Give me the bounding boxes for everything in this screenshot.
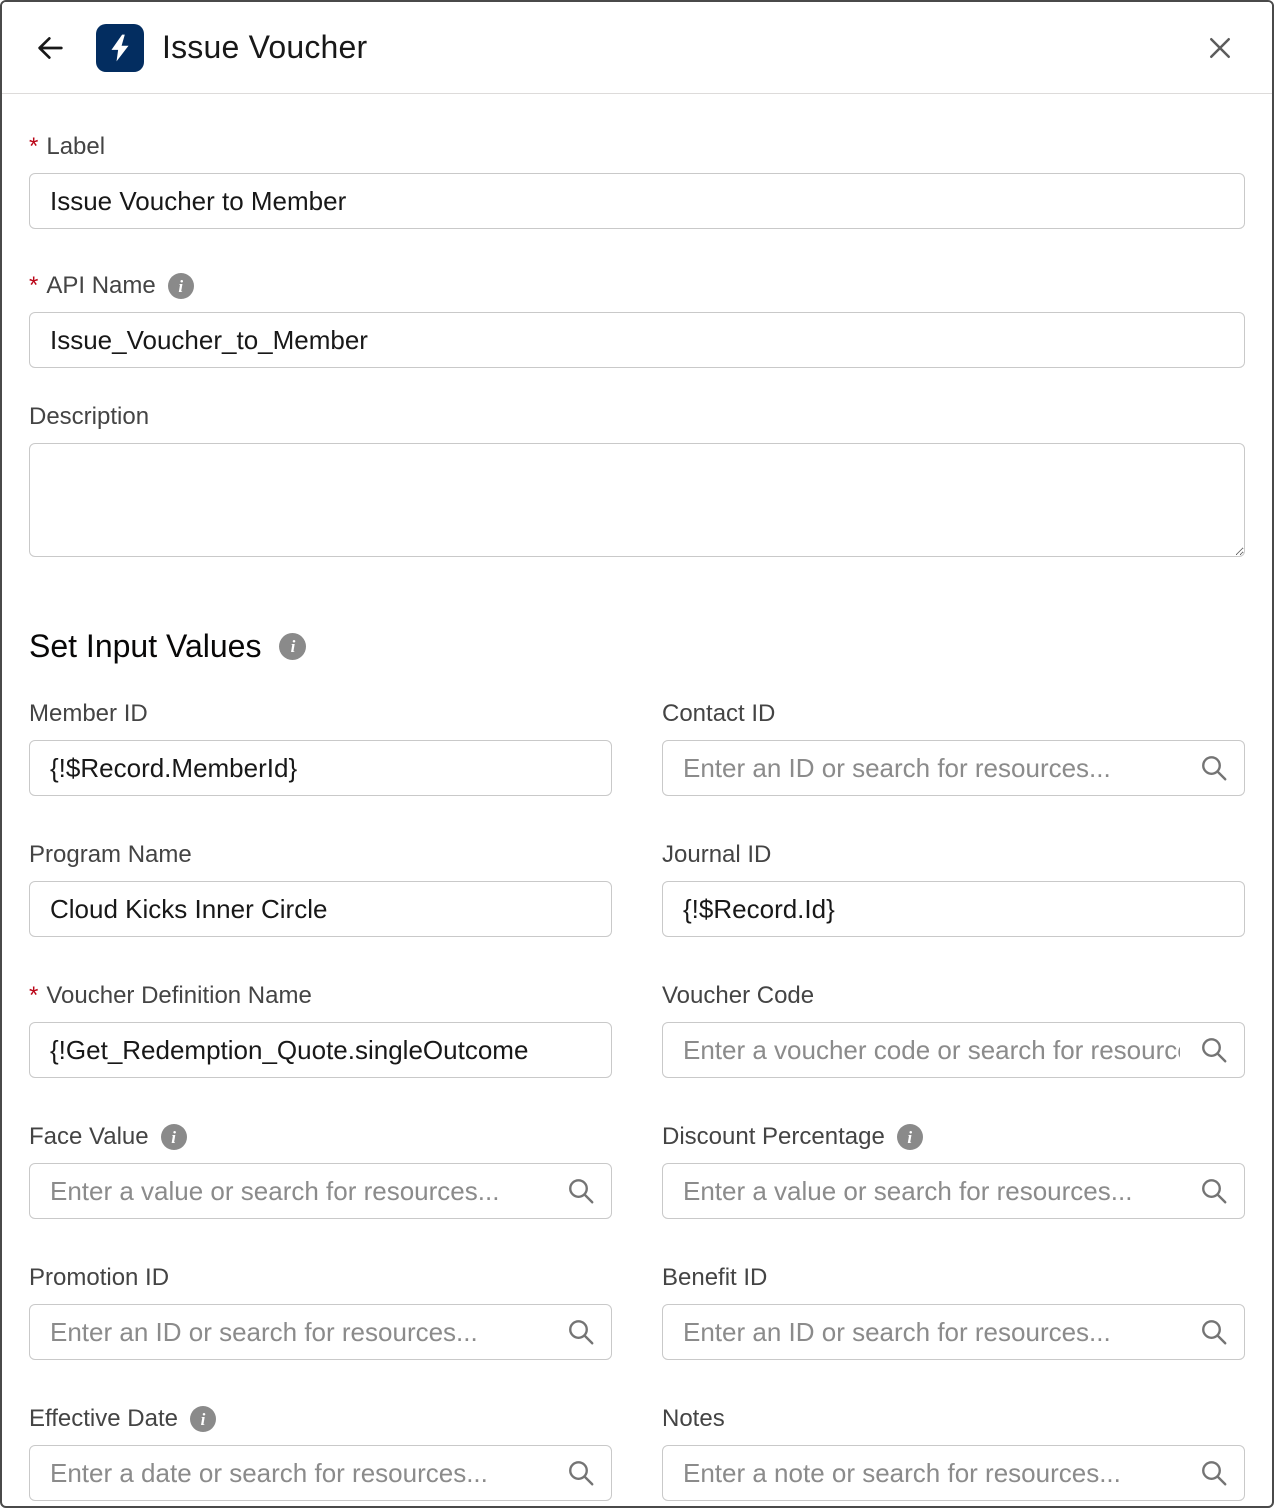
flow-action-icon [96,24,144,72]
field-discount-percentage [662,1124,1245,1219]
label-text: Voucher Definition Name [46,982,312,1009]
field-effective-date [29,1406,612,1501]
field-promotion-id [29,1265,612,1360]
set-input-values-section-header [29,628,1245,665]
section-title: Set Input Values [29,628,262,664]
search-icon[interactable] [1199,1317,1229,1347]
dialog-header [2,2,1272,94]
required-asterisk: * [29,133,39,160]
label-text: Effective Date [29,1405,178,1432]
back-arrow-icon [34,32,66,64]
label-text: Promotion ID [29,1264,170,1291]
search-icon[interactable] [566,1458,596,1488]
field-description [29,404,1245,562]
api-name-caption [29,273,1245,299]
field-journal-id [662,842,1245,937]
field-voucher-code [662,983,1245,1078]
label-text: Face Value [29,1123,149,1150]
field-member-id [29,701,612,796]
search-icon[interactable] [566,1176,596,1206]
field-api-name [29,273,1245,368]
field-notes [662,1406,1245,1501]
info-icon[interactable]: i [190,1406,216,1432]
lightning-bolt-icon [104,32,136,64]
info-icon[interactable]: i [168,273,194,299]
label-text: Journal ID [662,841,772,868]
required-asterisk: * [29,982,39,1009]
description-caption [29,404,1245,430]
label-text: Contact ID [662,700,776,727]
program-name-input[interactable] [29,881,612,937]
label-text: Voucher Code [662,982,815,1009]
field-program-name [29,842,612,937]
required-asterisk: * [29,272,39,299]
field-face-value [29,1124,612,1219]
dialog-title: Issue Voucher [162,29,368,65]
close-button[interactable] [1198,26,1242,70]
search-icon[interactable] [1199,1035,1229,1065]
info-icon[interactable]: i [161,1124,187,1150]
label-text: Benefit ID [662,1264,768,1291]
notes-input[interactable] [662,1445,1245,1501]
member-id-input[interactable] [29,740,612,796]
field-voucher-definition-name [29,983,612,1078]
benefit-id-input[interactable] [662,1304,1245,1360]
search-icon[interactable] [566,1317,596,1347]
dialog-body [2,94,1272,1506]
voucher-code-input[interactable] [662,1022,1245,1078]
label-text: Notes [662,1405,725,1432]
close-icon [1205,33,1235,63]
face-value-input[interactable] [29,1163,612,1219]
input-values-grid [29,701,1245,1501]
promotion-id-input[interactable] [29,1304,612,1360]
field-benefit-id [662,1265,1245,1360]
description-input[interactable] [29,443,1245,557]
search-icon[interactable] [1199,753,1229,783]
field-label-caption [29,134,1245,160]
search-icon[interactable] [1199,1176,1229,1206]
field-contact-id [662,701,1245,796]
label-text: Description [29,403,150,430]
effective-date-input[interactable] [29,1445,612,1501]
api-name-input[interactable] [29,312,1245,368]
search-icon[interactable] [1199,1458,1229,1488]
label-text: API Name [46,272,156,299]
back-button[interactable] [28,26,72,70]
label-text: Member ID [29,700,148,727]
label-input[interactable] [29,173,1245,229]
voucher-definition-name-input[interactable] [29,1022,612,1078]
journal-id-input[interactable] [662,881,1245,937]
label-text: Program Name [29,841,192,868]
label-text: Label [46,133,106,160]
field-label [29,134,1245,229]
info-icon[interactable]: i [897,1124,923,1150]
info-icon[interactable]: i [279,633,306,660]
contact-id-input[interactable] [662,740,1245,796]
discount-percentage-input[interactable] [662,1163,1245,1219]
label-text: Discount Percentage [662,1123,885,1150]
